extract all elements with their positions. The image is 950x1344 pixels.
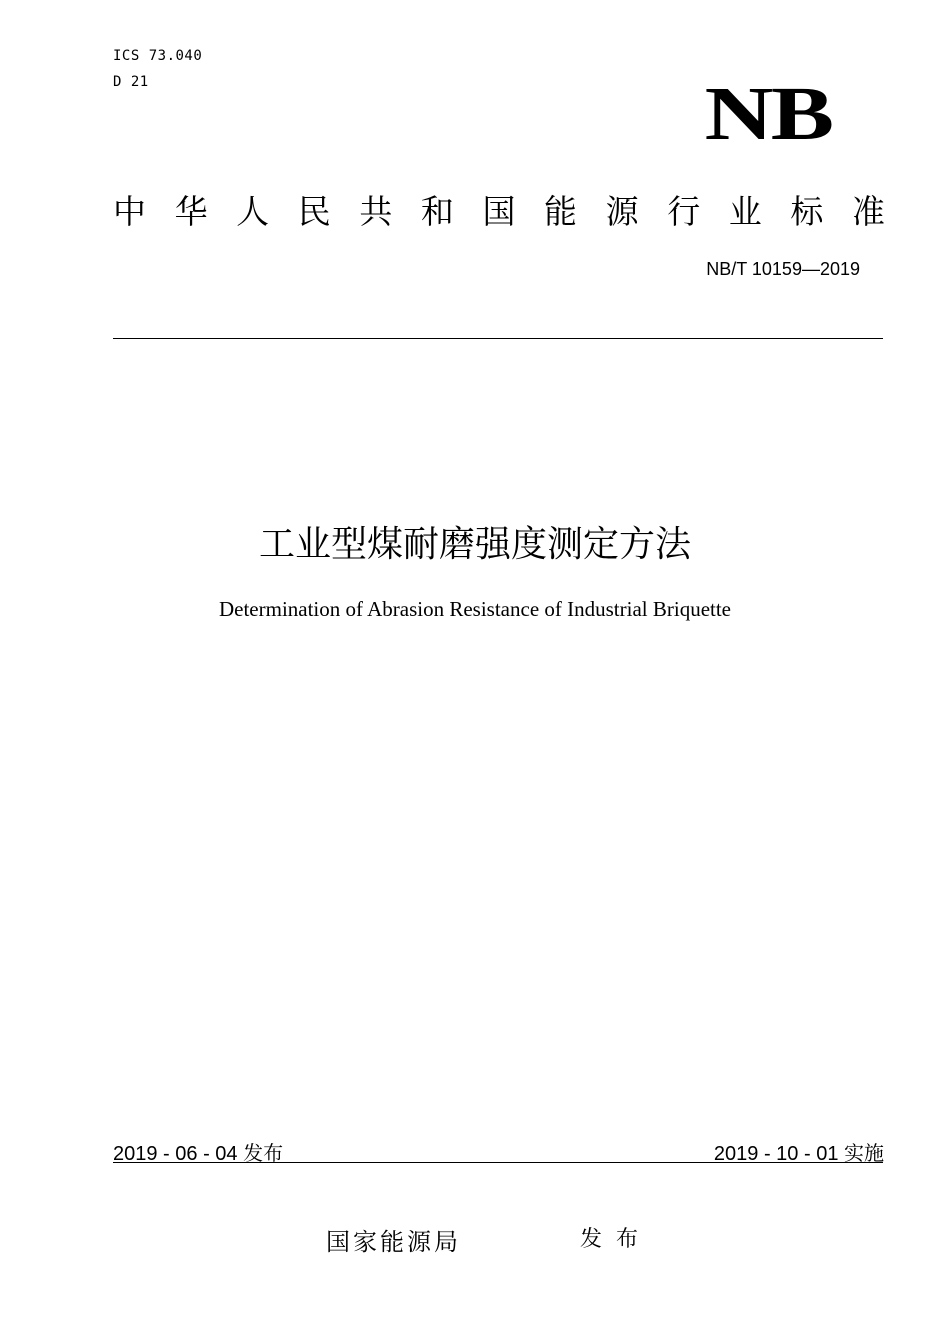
title-char: 能	[544, 192, 578, 231]
issue-word: 发布	[580, 1227, 653, 1252]
implementation-date: 2019 - 10 - 01 实施	[713, 1143, 884, 1165]
nb-logo: NB	[705, 72, 832, 156]
standard-category-title	[113, 186, 885, 233]
issue-date: 2019 - 06 - 04 发布	[113, 1143, 284, 1165]
ccs-code: D 21	[113, 74, 149, 90]
title-char: 行	[667, 192, 701, 231]
standard-number: NB/T 10159—2019	[706, 259, 860, 279]
document-title-en: Determination of Abrasion Resistance of Industrial Briquette	[218, 597, 732, 621]
issuer: 国家能源局	[326, 1228, 461, 1256]
document-title-cn: 工业型煤耐磨强度测定方法	[258, 524, 691, 565]
bottom-divider	[113, 1162, 883, 1163]
title-char: 准	[851, 192, 885, 231]
title-char: 国	[482, 192, 516, 231]
title-char: 标	[790, 192, 824, 231]
title-char: 业	[728, 192, 762, 231]
title-char: 人	[236, 192, 270, 231]
title-char: 民	[297, 192, 331, 231]
title-char: 和	[420, 192, 454, 231]
title-char: 源	[605, 192, 639, 231]
ics-code: ICS 73.040	[113, 48, 203, 64]
title-char: 华	[174, 192, 208, 231]
title-char: 共	[359, 192, 393, 231]
title-char: 中	[113, 192, 146, 231]
top-divider	[113, 338, 883, 339]
